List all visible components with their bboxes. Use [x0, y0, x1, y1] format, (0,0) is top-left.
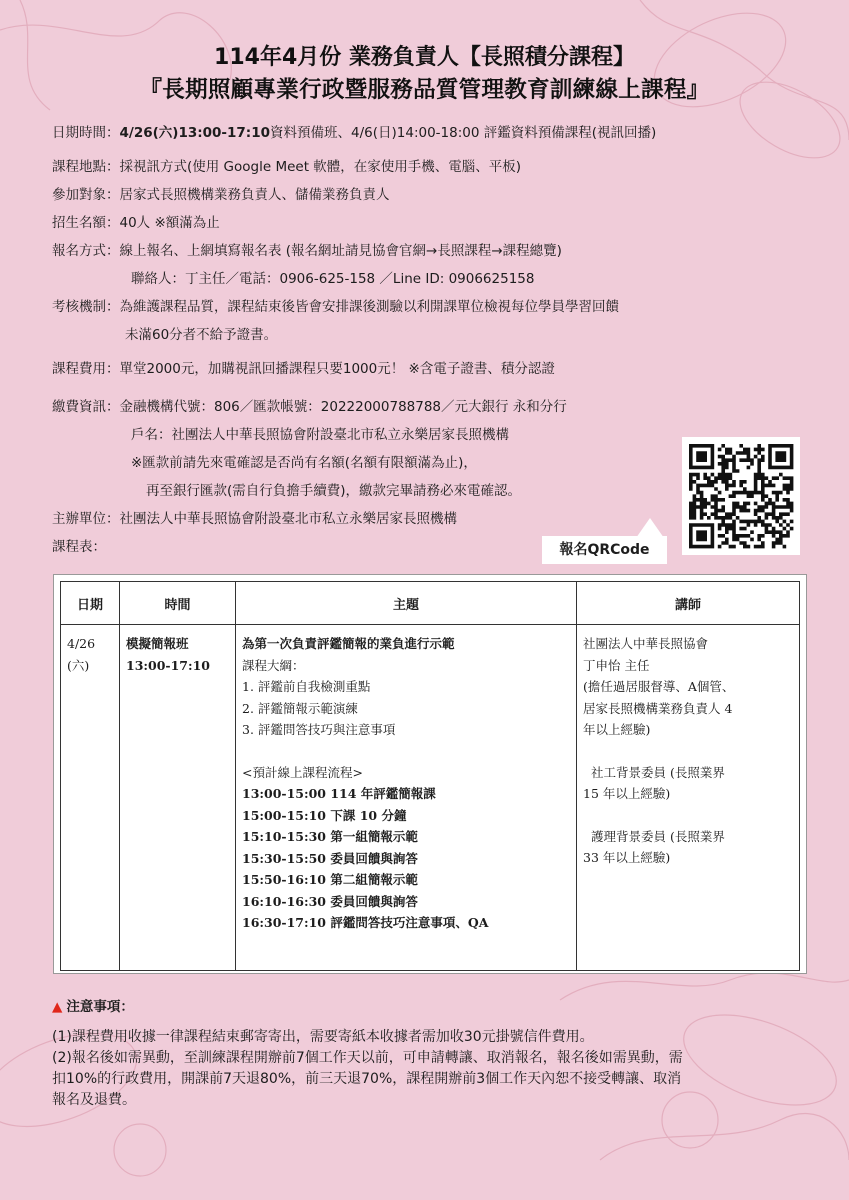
- note-item: 扣10%的行政費用，開課前7天退80%，前三天退70%，課程開辦前3個工作天內恕不接受轉讓、取消: [52, 1071, 682, 1087]
- header-time: 時間: [120, 582, 236, 625]
- assessment-line1: 考核機制：為維護課程品質，課程結束後皆會安排課後測驗以利開課單位檢視每位學員學習回饋: [52, 299, 619, 315]
- cell-time: 模擬簡報班 13:00-17:10: [120, 625, 236, 971]
- qr-code-icon: [682, 437, 800, 555]
- qr-code-label: 報名QRCode: [542, 536, 667, 564]
- qr-callout-pointer: [636, 518, 664, 538]
- note-item: (2)報名後如需異動，至訓練課程開辦前7個工作天以前，可申請轉讓、取消報名，報名後如需異動，需: [52, 1050, 683, 1066]
- organizer: 主辦單位：社團法人中華長照協會附設臺北市私立永樂居家長照機構: [52, 511, 457, 527]
- page-title: 114年4月份 業務負責人【長照積分課程】: [214, 45, 635, 70]
- payment-info: 繳費資訊：金融機構代號：806／匯款帳號：20222000788788／元大銀行 永和分行: [52, 399, 567, 415]
- course-fee: 課程費用：單堂2000元，加購視訊回播課程只要1000元！ ※含電子證書、積分認證: [52, 361, 555, 377]
- table-row: [61, 625, 800, 971]
- account-name: 戶名：社團法人中華長照協會附設臺北市私立永樂居家長照機構: [131, 427, 509, 443]
- cell-date: 4/26 (六): [61, 625, 120, 971]
- notice-heading: ▲ 注意事項：: [52, 999, 134, 1015]
- enrollment-quota: 招生名額：40人 ※額滿為止: [52, 215, 220, 231]
- date-time: 日期時間：4/26(六)13:00-17:10資料預備班、4/6(日)14:00-18:00 評鑑資料預備課程(視訊回播): [52, 125, 657, 141]
- schedule-label: 課程表：: [52, 539, 106, 555]
- header-date: 日期: [61, 582, 120, 625]
- payment-note2: 再至銀行匯款(需自行負擔手續費)，繳款完畢請務必來電確認。: [146, 483, 522, 499]
- header-topic: 主題: [236, 582, 577, 625]
- schedule-table: [60, 581, 800, 971]
- course-title: 『長期照顧專業行政暨服務品質管理教育訓練線上課程』: [139, 77, 710, 103]
- assessment-line2: 未滿60分者不給予證書。: [125, 327, 278, 343]
- target-audience: 參加對象：居家式長照機構業務負責人、儲備業務負責人: [52, 187, 390, 203]
- cell-topic: 為第一次負責評鑑簡報的業負進行示範 課程大綱： 1. 評鑑前自我檢測重點 2. 評鑑簡報示範演練 3. 評鑑問答技巧與注意事項 <預計線上課程流程> 13:00-15:00 114 年評鑑簡報課 15:00-15:10 下課 10 分鐘 15:10-15:30 第一組簡報示範 15:30-15:50 委員回饋與詢答 15:50-16:10 第二組簡報示範 16:10-16:30 委員回饋與詢答 16:30-17:10 評鑑問答技巧注意事項、QA: [236, 625, 577, 971]
- schedule-table-container: [53, 574, 807, 974]
- qr-code[interactable]: [682, 437, 800, 555]
- signup-method: 報名方式：線上報名、上網填寫報名表 (報名網址請見協會官網→長照課程→課程總覽): [52, 243, 562, 259]
- course-location: 課程地點：採視訊方式(使用 Google Meet 軟體，在家使用手機、電腦、平板): [52, 159, 522, 175]
- table-header-row: [61, 582, 800, 625]
- note-item: (1)課程費用收據一律課程結束郵寄寄出，需要寄紙本收據者需加收30元掛號信件費用。: [52, 1029, 594, 1045]
- contact-info: 聯絡人：丁主任／電話：0906-625-158 ／Line ID: 0906625158: [131, 271, 535, 287]
- payment-note1: ※匯款前請先來電確認是否尚有名額(名額有限額滿為止)，: [131, 455, 477, 471]
- warning-triangle-icon: ▲: [52, 999, 63, 1015]
- cell-lecturer: 社團法人中華長照協會 丁申怡 主任 (擔任過居服督導、A個管、 居家長照機構業務負責人 4 年以上經驗) 社工背景委員 (長照業界 15 年以上經驗) 護理背景委員 (長照業界 33 年以上經驗): [577, 625, 800, 971]
- header-lecturer: 講師: [577, 582, 800, 625]
- note-item: 報名及退費。: [52, 1092, 136, 1108]
